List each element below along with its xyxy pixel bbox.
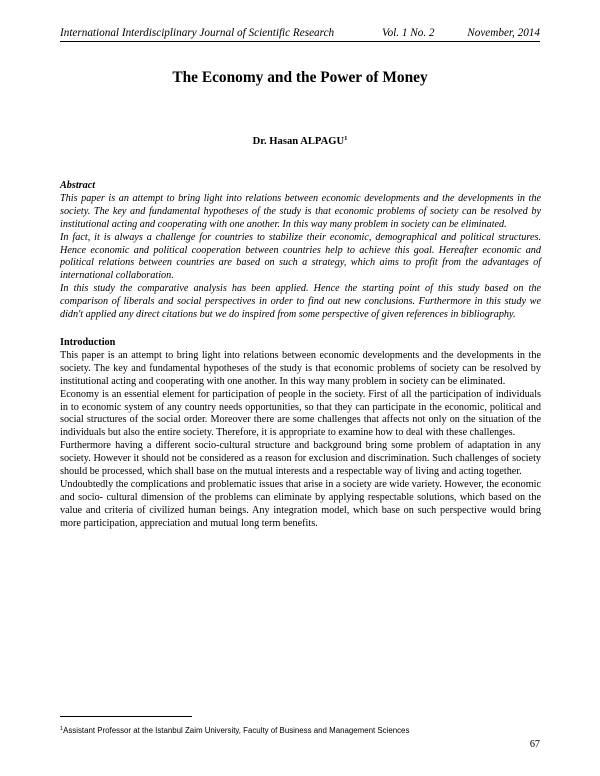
introduction-paragraph: Furthermore having a different socio-cultural structure and background bring some problem of adaptation in any society. However it should not be considered as a reason for exclusion and discrimination. Such challenges of society should be processed, which shall base on the mutual interests and a respectable way of living and acting together. [60,440,541,478]
introduction-paragraph: This paper is an attempt to bring light into relations between economic developments and the developments in the society. The key and fundamental hypotheses of the study is that economic problems of society can be resolved by institutional acting and cooperating with one another. In this way many problem in society can be eliminated. [60,349,541,387]
journal-name: International Interdisciplinary Journal of Scientific Research [60,27,335,39]
author-line [60,135,540,148]
introduction-paragraph: Undoubtedly the complications and problematic issues that arise in a society are wide variety. However, the economic and socio- cultural dimension of the problems can eliminate by applying respectable solutions, which based on the value and criteria of civilized human beings. Any integration model, which base on such perspective would bring more participation, appreciation and mutual long term benefits. [60,478,541,529]
author-footnote-mark: 1 [344,135,348,142]
introduction-heading: Introduction [60,336,116,348]
footnote [60,726,541,736]
introduction-paragraph: Economy is an essential element for participation of people in the society. First of all the participation of individuals in to economic system of any country needs opportunities, so that they can participate in the economic, political and social structures of the social order. Moreover there are some challenges that affects not only on the situation of the individuals but also the entire society. Therefore, it is appropriate to examine how to deal with these challenges. [60,388,541,439]
running-header [60,26,540,42]
paper-title: The Economy and the Power of Money [172,69,428,86]
journal-volume: Vol. 1 No. 2 [382,27,435,39]
abstract-section [60,180,541,322]
body-text [60,180,541,531]
abstract-heading: Abstract [60,180,96,191]
abstract-paragraph: This paper is an attempt to bring light into relations between economic developments and the developments in the society. The key and fundamental hypotheses of the study is that economic problems of society can be resolved by institutional acting and cooperating with one another. In this way many problem in society can be eliminated. [60,192,541,230]
footnote-text: Assistant Professor at the Istanbul Zaim University, Faculty of Business and Management Sciences [63,726,410,735]
footnote-divider [60,716,192,717]
issue-date: November, 2014 [467,27,540,39]
abstract-paragraph: In fact, it is always a challenge for countries to stabilize their economic, demographical and political structures. Hence economic and political cooperation between countries help to achieve this goal. Hereafter economic and political relations between countries are based on such a strategy, which aims to profit from the advantages of international collaboration. [60,231,541,282]
page-number: 67 [529,739,540,750]
abstract-paragraph: In this study the comparative analysis has been applied. Hence the starting point of this study based on the comparison of liberals and social perspectives in order to find out new conclusions. Furthermore in this study we didn't applied any direct citations but we do inspired from some perspective of given references in bibliography. [60,283,541,321]
introduction-section [60,337,541,531]
author-name: Dr. Hasan ALPAGU [252,136,345,147]
footnote-mark: 1 [60,726,64,732]
